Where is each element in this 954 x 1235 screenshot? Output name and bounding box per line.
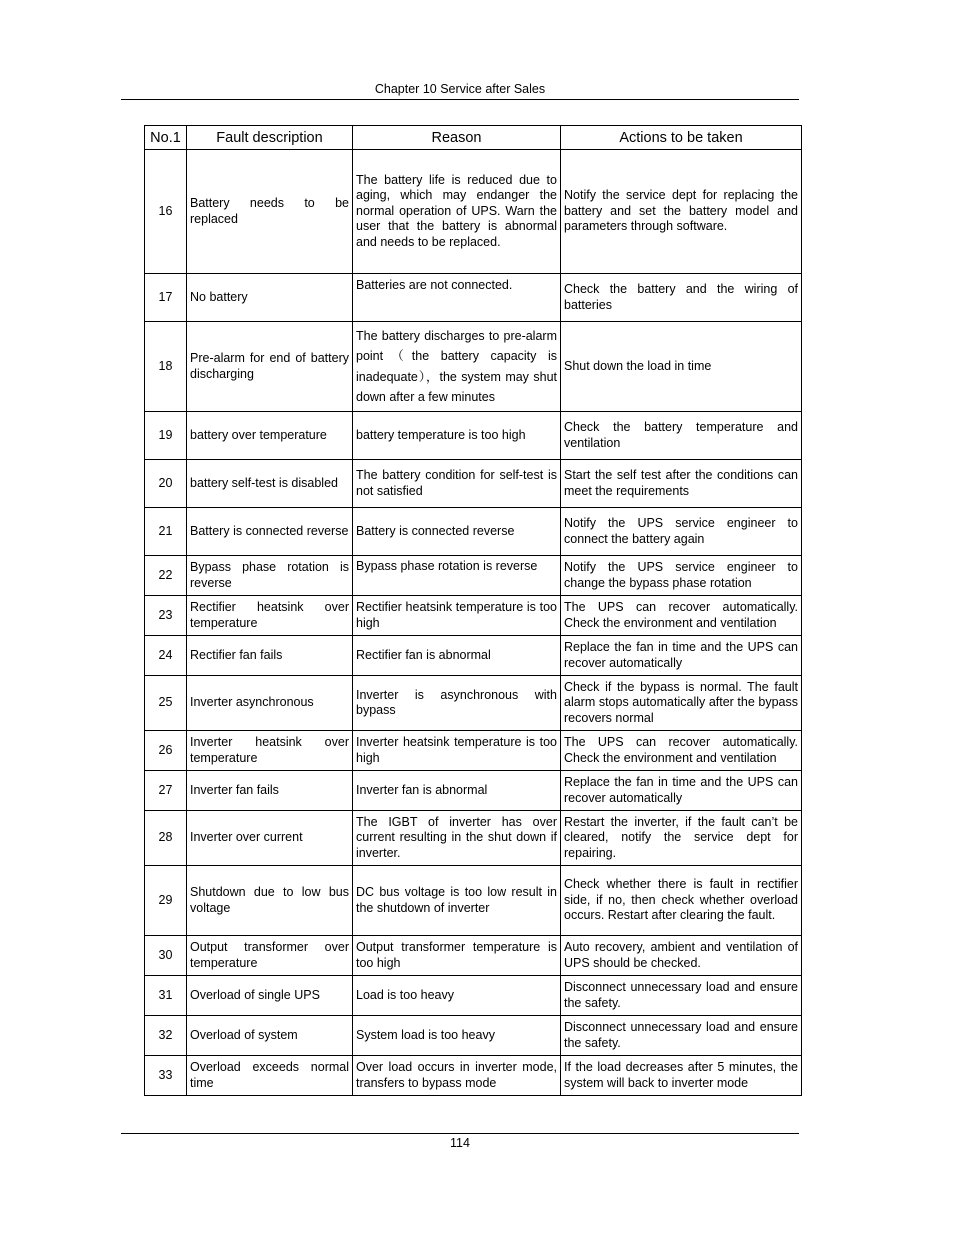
page-header: Chapter 10 Service after Sales [374, 82, 546, 96]
fault-reason: Load is too heavy [353, 976, 561, 1016]
table-row [145, 596, 802, 636]
row-number: 23 [145, 596, 187, 636]
fault-description: Overload of system [187, 1016, 353, 1056]
fault-description: Shutdown due to low bus voltage [187, 866, 353, 936]
fault-description: Inverter fan fails [187, 771, 353, 811]
row-number: 31 [145, 976, 187, 1016]
fault-description: Output transformer over temperature [187, 936, 353, 976]
table-row [145, 1056, 802, 1096]
fault-reason: Bypass phase rotation is reverse [353, 556, 561, 596]
fault-description: No battery [187, 274, 353, 322]
fault-description: Rectifier fan fails [187, 636, 353, 676]
fault-action: Notify the UPS service engineer to connect the battery again [561, 508, 802, 556]
fault-reason: The IGBT of inverter has over current resulting in the shut down if inverter. [353, 811, 561, 866]
table-row [145, 274, 802, 322]
table-row [145, 811, 802, 866]
table-row [145, 976, 802, 1016]
fault-action: The UPS can recover automatically. Check the environment and ventilation [561, 596, 802, 636]
fault-action: Start the self test after the conditions can meet the requirements [561, 460, 802, 508]
header-actions: Actions to be taken [561, 126, 802, 150]
fault-description: Bypass phase rotation is reverse [187, 556, 353, 596]
fault-action: Shut down the load in time [561, 322, 802, 412]
table-row [145, 636, 802, 676]
table-header-row [145, 126, 802, 150]
fault-description: battery over temperature [187, 412, 353, 460]
row-number: 19 [145, 412, 187, 460]
fault-reason: The battery condition for self-test is not satisfied [353, 460, 561, 508]
table-row [145, 412, 802, 460]
fault-reason: Rectifier fan is abnormal [353, 636, 561, 676]
fault-action: Auto recovery, ambient and ventilation of UPS should be checked. [561, 936, 802, 976]
fault-action: Disconnect unnecessary load and ensure the safety. [561, 1016, 802, 1056]
fault-reason: Inverter heatsink temperature is too high [353, 731, 561, 771]
row-number: 32 [145, 1016, 187, 1056]
header-no: No.1 [145, 126, 187, 150]
fault-action: Notify the service dept for replacing the battery and set the battery model and parameters through software. [561, 150, 802, 274]
table-row [145, 676, 802, 731]
fault-action: Check the battery and the wiring of batteries [561, 274, 802, 322]
fault-reason: Over load occurs in inverter mode, transfers to bypass mode [353, 1056, 561, 1096]
table-row [145, 556, 802, 596]
fault-action: Check the battery temperature and ventilation [561, 412, 802, 460]
fault-description: Overload exceeds normal time [187, 1056, 353, 1096]
fault-reason: Batteries are not connected. [353, 274, 561, 322]
fault-action: Check if the bypass is normal. The fault alarm stops automatically after the bypass recovers normal [561, 676, 802, 731]
row-number: 27 [145, 771, 187, 811]
fault-reason: Inverter is asynchronous with bypass [353, 676, 561, 731]
fault-action: The UPS can recover automatically. Check the environment and ventilation [561, 731, 802, 771]
fault-description: Overload of single UPS [187, 976, 353, 1016]
table-row [145, 866, 802, 936]
row-number: 25 [145, 676, 187, 731]
fault-description: battery self-test is disabled [187, 460, 353, 508]
row-number: 24 [145, 636, 187, 676]
table-row [145, 460, 802, 508]
fault-table [144, 125, 802, 1096]
row-number: 30 [145, 936, 187, 976]
fault-reason: battery temperature is too high [353, 412, 561, 460]
header-rule [121, 99, 799, 100]
footer-rule [121, 1133, 799, 1134]
row-number: 18 [145, 322, 187, 412]
table-row [145, 731, 802, 771]
table-row [145, 1016, 802, 1056]
fault-description: Inverter asynchronous [187, 676, 353, 731]
fault-action: Disconnect unnecessary load and ensure the safety. [561, 976, 802, 1016]
table-row [145, 771, 802, 811]
row-number: 33 [145, 1056, 187, 1096]
row-number: 17 [145, 274, 187, 322]
fault-description: Battery is connected reverse [187, 508, 353, 556]
row-number: 22 [145, 556, 187, 596]
fault-reason: Inverter fan is abnormal [353, 771, 561, 811]
table-row [145, 936, 802, 976]
row-number: 28 [145, 811, 187, 866]
row-number: 26 [145, 731, 187, 771]
fault-description: Pre-alarm for end of battery discharging [187, 322, 353, 412]
fault-action: If the load decreases after 5 minutes, the system will back to inverter mode [561, 1056, 802, 1096]
fault-reason: Battery is connected reverse [353, 508, 561, 556]
fault-reason: Output transformer temperature is too high [353, 936, 561, 976]
row-number: 21 [145, 508, 187, 556]
row-number: 20 [145, 460, 187, 508]
header-reason: Reason [353, 126, 561, 150]
fault-reason: DC bus voltage is too low result in the shutdown of inverter [353, 866, 561, 936]
table-row [145, 508, 802, 556]
row-number: 29 [145, 866, 187, 936]
fault-description: Rectifier heatsink over temperature [187, 596, 353, 636]
fault-action: Restart the inverter, if the fault can’t be cleared, notify the service dept for repairing. [561, 811, 802, 866]
fault-action: Notify the UPS service engineer to change the bypass phase rotation [561, 556, 802, 596]
table-row [145, 150, 802, 274]
fault-description: Inverter heatsink over temperature [187, 731, 353, 771]
table-row [145, 322, 802, 412]
fault-reason: The battery life is reduced due to aging, which may endanger the normal operation of UPS. Warn the user that the battery is abnormal and needs to be replaced. [353, 150, 561, 274]
fault-reason: The battery discharges to pre-alarm point（the battery capacity is inadequate），the system may shut down after a few minutes [353, 322, 561, 412]
fault-reason: System load is too heavy [353, 1016, 561, 1056]
fault-action: Replace the fan in time and the UPS can recover automatically [561, 636, 802, 676]
fault-description: Inverter over current [187, 811, 353, 866]
fault-action: Replace the fan in time and the UPS can recover automatically [561, 771, 802, 811]
row-number: 16 [145, 150, 187, 274]
fault-description: Battery needs to be replaced [187, 150, 353, 274]
header-fault-description: Fault description [187, 126, 353, 150]
page-number: 114 [450, 1136, 470, 1150]
fault-action: Check whether there is fault in rectifier side, if no, then check whether overload occurs. Restart after clearing the fault. [561, 866, 802, 936]
fault-reason: Rectifier heatsink temperature is too high [353, 596, 561, 636]
